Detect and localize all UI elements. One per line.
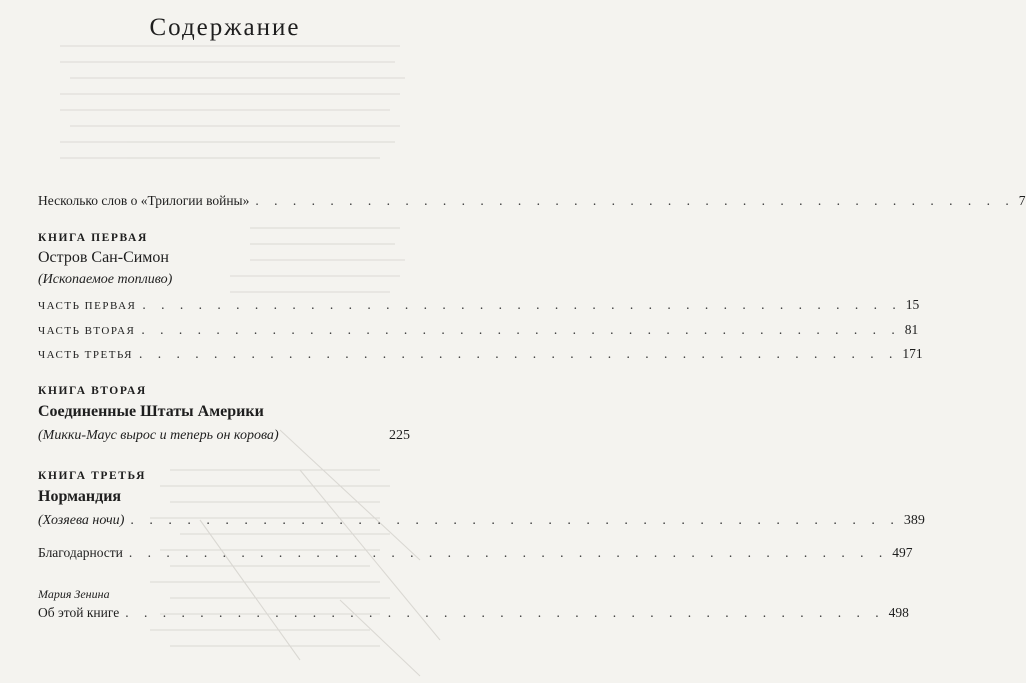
book-title: Нормандия <box>38 488 122 505</box>
dot-leader: . . . . . . . . . . . . . . . . . . . . . . . . . . . . . . . . . . . . . . . . . <box>128 545 889 560</box>
page-title: Содержание <box>149 14 301 41</box>
page-number: 225 <box>389 428 410 443</box>
page-number: 81 <box>904 322 919 337</box>
toc-entry-book-subtitle[interactable] <box>38 513 925 529</box>
book-kicker: КНИГА ТРЕТЬЯ <box>38 470 147 482</box>
dot-leader: . . . . . . . . . . . . . . . . . . . . . . . . . . . . . . . . . . . . . . . . . <box>141 322 901 337</box>
toc-entry-part[interactable] <box>38 322 919 338</box>
book-subtitle: (Ископаемое топливо) <box>38 272 173 287</box>
page-number: 15 <box>905 297 920 312</box>
dot-leader: . . . . . . . . . . . . . . . . . . . . . . . . . . . . . . . . . . . . . . . . . <box>139 346 899 361</box>
dot-leader: . . . . . . . . . . . . . . . . . . . . . . . . . . . . . . . . . . . . . . . . . <box>130 513 900 528</box>
book-title: Остров Сан-Симон <box>38 249 169 266</box>
toc-entry-intro[interactable] <box>38 193 1026 209</box>
toc-entry-afterword[interactable] <box>38 605 909 621</box>
book-subtitle: (Микки-Маус вырос и теперь он корова) <box>38 428 279 443</box>
entry-label: Об этой книге <box>38 605 120 620</box>
book-title: Соединенные Штаты Америки <box>38 403 264 420</box>
dot-leader: . . . . . . . . . . . . . . . . . . . . . . . . . . . . . . . . . . . . . . . . . <box>125 605 885 620</box>
page-number: 7 <box>1018 193 1026 208</box>
afterword-author: Мария Зенина <box>38 587 110 601</box>
entry-label: Благодарности <box>38 545 123 560</box>
toc-entry-acknowledgements[interactable] <box>38 545 913 561</box>
dot-leader: . . . . . . . . . . . . . . . . . . . . . . . . . . . . . . . . . . . . . . . . . <box>255 193 1015 208</box>
page-number: 497 <box>892 545 913 560</box>
entry-label: ЧАСТЬ ПЕРВАЯ <box>38 300 137 312</box>
book-kicker: КНИГА ПЕРВАЯ <box>38 232 148 244</box>
entry-label: Несколько слов о «Трилогии войны» <box>38 193 250 208</box>
entry-label: ЧАСТЬ ТРЕТЬЯ <box>38 349 134 361</box>
book-kicker: КНИГА ВТОРАЯ <box>38 385 147 397</box>
bleed-through-texture <box>0 0 450 683</box>
dot-leader: . . . . . . . . . . . . . . . . . . . . . . . . . . . . . . . . . . . . . . . . . <box>142 297 902 312</box>
toc-entry-book-subtitle[interactable] <box>38 428 410 444</box>
page-number: 498 <box>888 605 909 620</box>
page-number: 171 <box>902 346 923 361</box>
book-subtitle: (Хозяева ночи) <box>38 513 125 528</box>
entry-label: ЧАСТЬ ВТОРАЯ <box>38 325 136 337</box>
page-number: 389 <box>903 513 925 528</box>
toc-entry-part[interactable] <box>38 297 920 313</box>
toc-entry-part[interactable] <box>38 346 923 362</box>
